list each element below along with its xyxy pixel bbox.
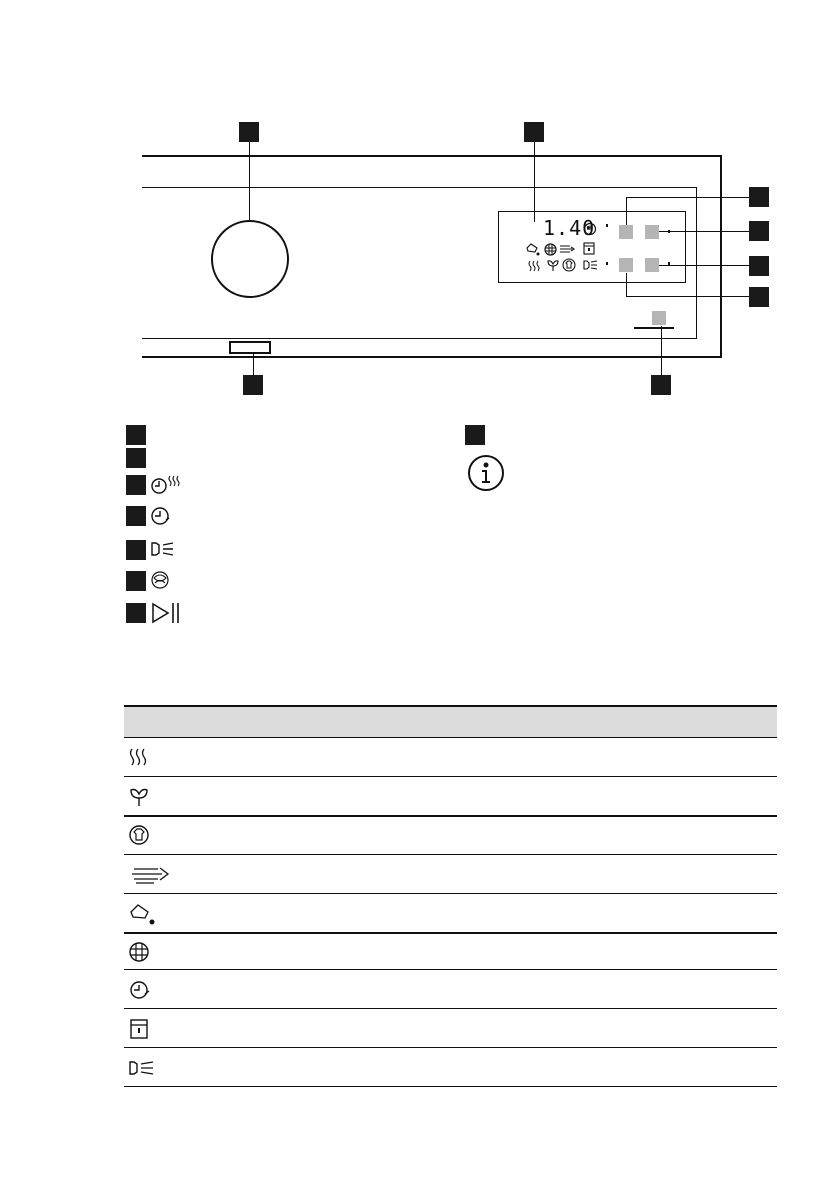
program-knob[interactable] — [211, 220, 289, 298]
table-row — [124, 1008, 777, 1047]
air-flow-icon — [128, 864, 172, 886]
callout-box — [243, 375, 263, 395]
panel-border — [142, 356, 722, 358]
filter-icon — [544, 243, 557, 256]
time-icon — [128, 978, 152, 1002]
legend-marker — [126, 571, 146, 591]
buzzer-button[interactable] — [645, 258, 659, 272]
display-time: 1.40 — [543, 216, 596, 240]
time-icon — [583, 222, 597, 236]
panel-inner-border — [142, 187, 696, 188]
table-row — [124, 854, 777, 893]
shirt-drum-icon — [562, 258, 576, 272]
display-window — [498, 211, 686, 283]
panel-inner-border — [696, 187, 697, 339]
indicator-dot — [668, 230, 670, 233]
callout-box — [749, 256, 769, 276]
callout-box — [524, 122, 544, 142]
callout-box — [749, 221, 769, 241]
fan-icon — [128, 786, 150, 808]
table-row — [124, 776, 777, 815]
table-header — [124, 705, 777, 738]
shirt-drum-icon — [128, 824, 150, 846]
callout-box — [651, 375, 671, 395]
table-row — [124, 969, 777, 1008]
fan-icon — [546, 258, 560, 272]
buzzer-icon — [128, 1057, 158, 1079]
start-button-bar — [634, 327, 674, 329]
panel-inner-border — [142, 338, 696, 339]
legend-marker — [126, 540, 146, 560]
fabric-care-button[interactable] — [619, 258, 633, 272]
time-heat-button[interactable] — [619, 225, 633, 239]
legend-marker — [126, 475, 146, 495]
door-lock-icon — [583, 242, 595, 255]
info-icon — [467, 454, 505, 492]
callout-box — [239, 122, 259, 142]
buzzer-icon — [150, 539, 176, 559]
time-heat-icon — [150, 474, 182, 496]
indicator-dot — [668, 262, 670, 265]
water-tank-icon — [128, 902, 158, 926]
filter-icon — [128, 941, 150, 963]
fabric-care-icon — [150, 570, 170, 590]
legend-marker — [126, 506, 146, 526]
indicator-dot — [606, 224, 608, 227]
heat-icon — [128, 747, 150, 767]
panel-border — [720, 155, 722, 358]
leader-line — [534, 142, 535, 222]
time-icon — [150, 505, 172, 527]
legend-marker — [126, 425, 146, 445]
callout-box — [749, 187, 769, 207]
leader-line — [626, 197, 749, 198]
legend-marker — [465, 425, 485, 445]
indicator-dot — [606, 262, 608, 265]
leader-line — [249, 142, 250, 220]
legend-marker — [126, 603, 146, 623]
table-row — [124, 1047, 777, 1087]
legend-marker — [126, 448, 146, 468]
callout-box — [749, 287, 769, 307]
water-tank-icon — [525, 242, 541, 256]
table-row — [124, 737, 777, 776]
leader-line — [661, 326, 662, 375]
panel-border — [142, 155, 722, 157]
start-pause-button[interactable] — [652, 311, 666, 325]
heat-icon — [528, 260, 540, 272]
door-handle-slot — [229, 341, 271, 354]
start-pause-icon — [150, 601, 182, 625]
door-lock-icon — [128, 1018, 150, 1040]
time-button[interactable] — [645, 225, 659, 239]
air-flow-icon — [559, 243, 575, 255]
table-row — [124, 932, 777, 970]
buzzer-icon — [583, 259, 599, 271]
leader-line — [626, 296, 749, 297]
table-row — [124, 893, 777, 932]
table-row — [124, 815, 777, 855]
